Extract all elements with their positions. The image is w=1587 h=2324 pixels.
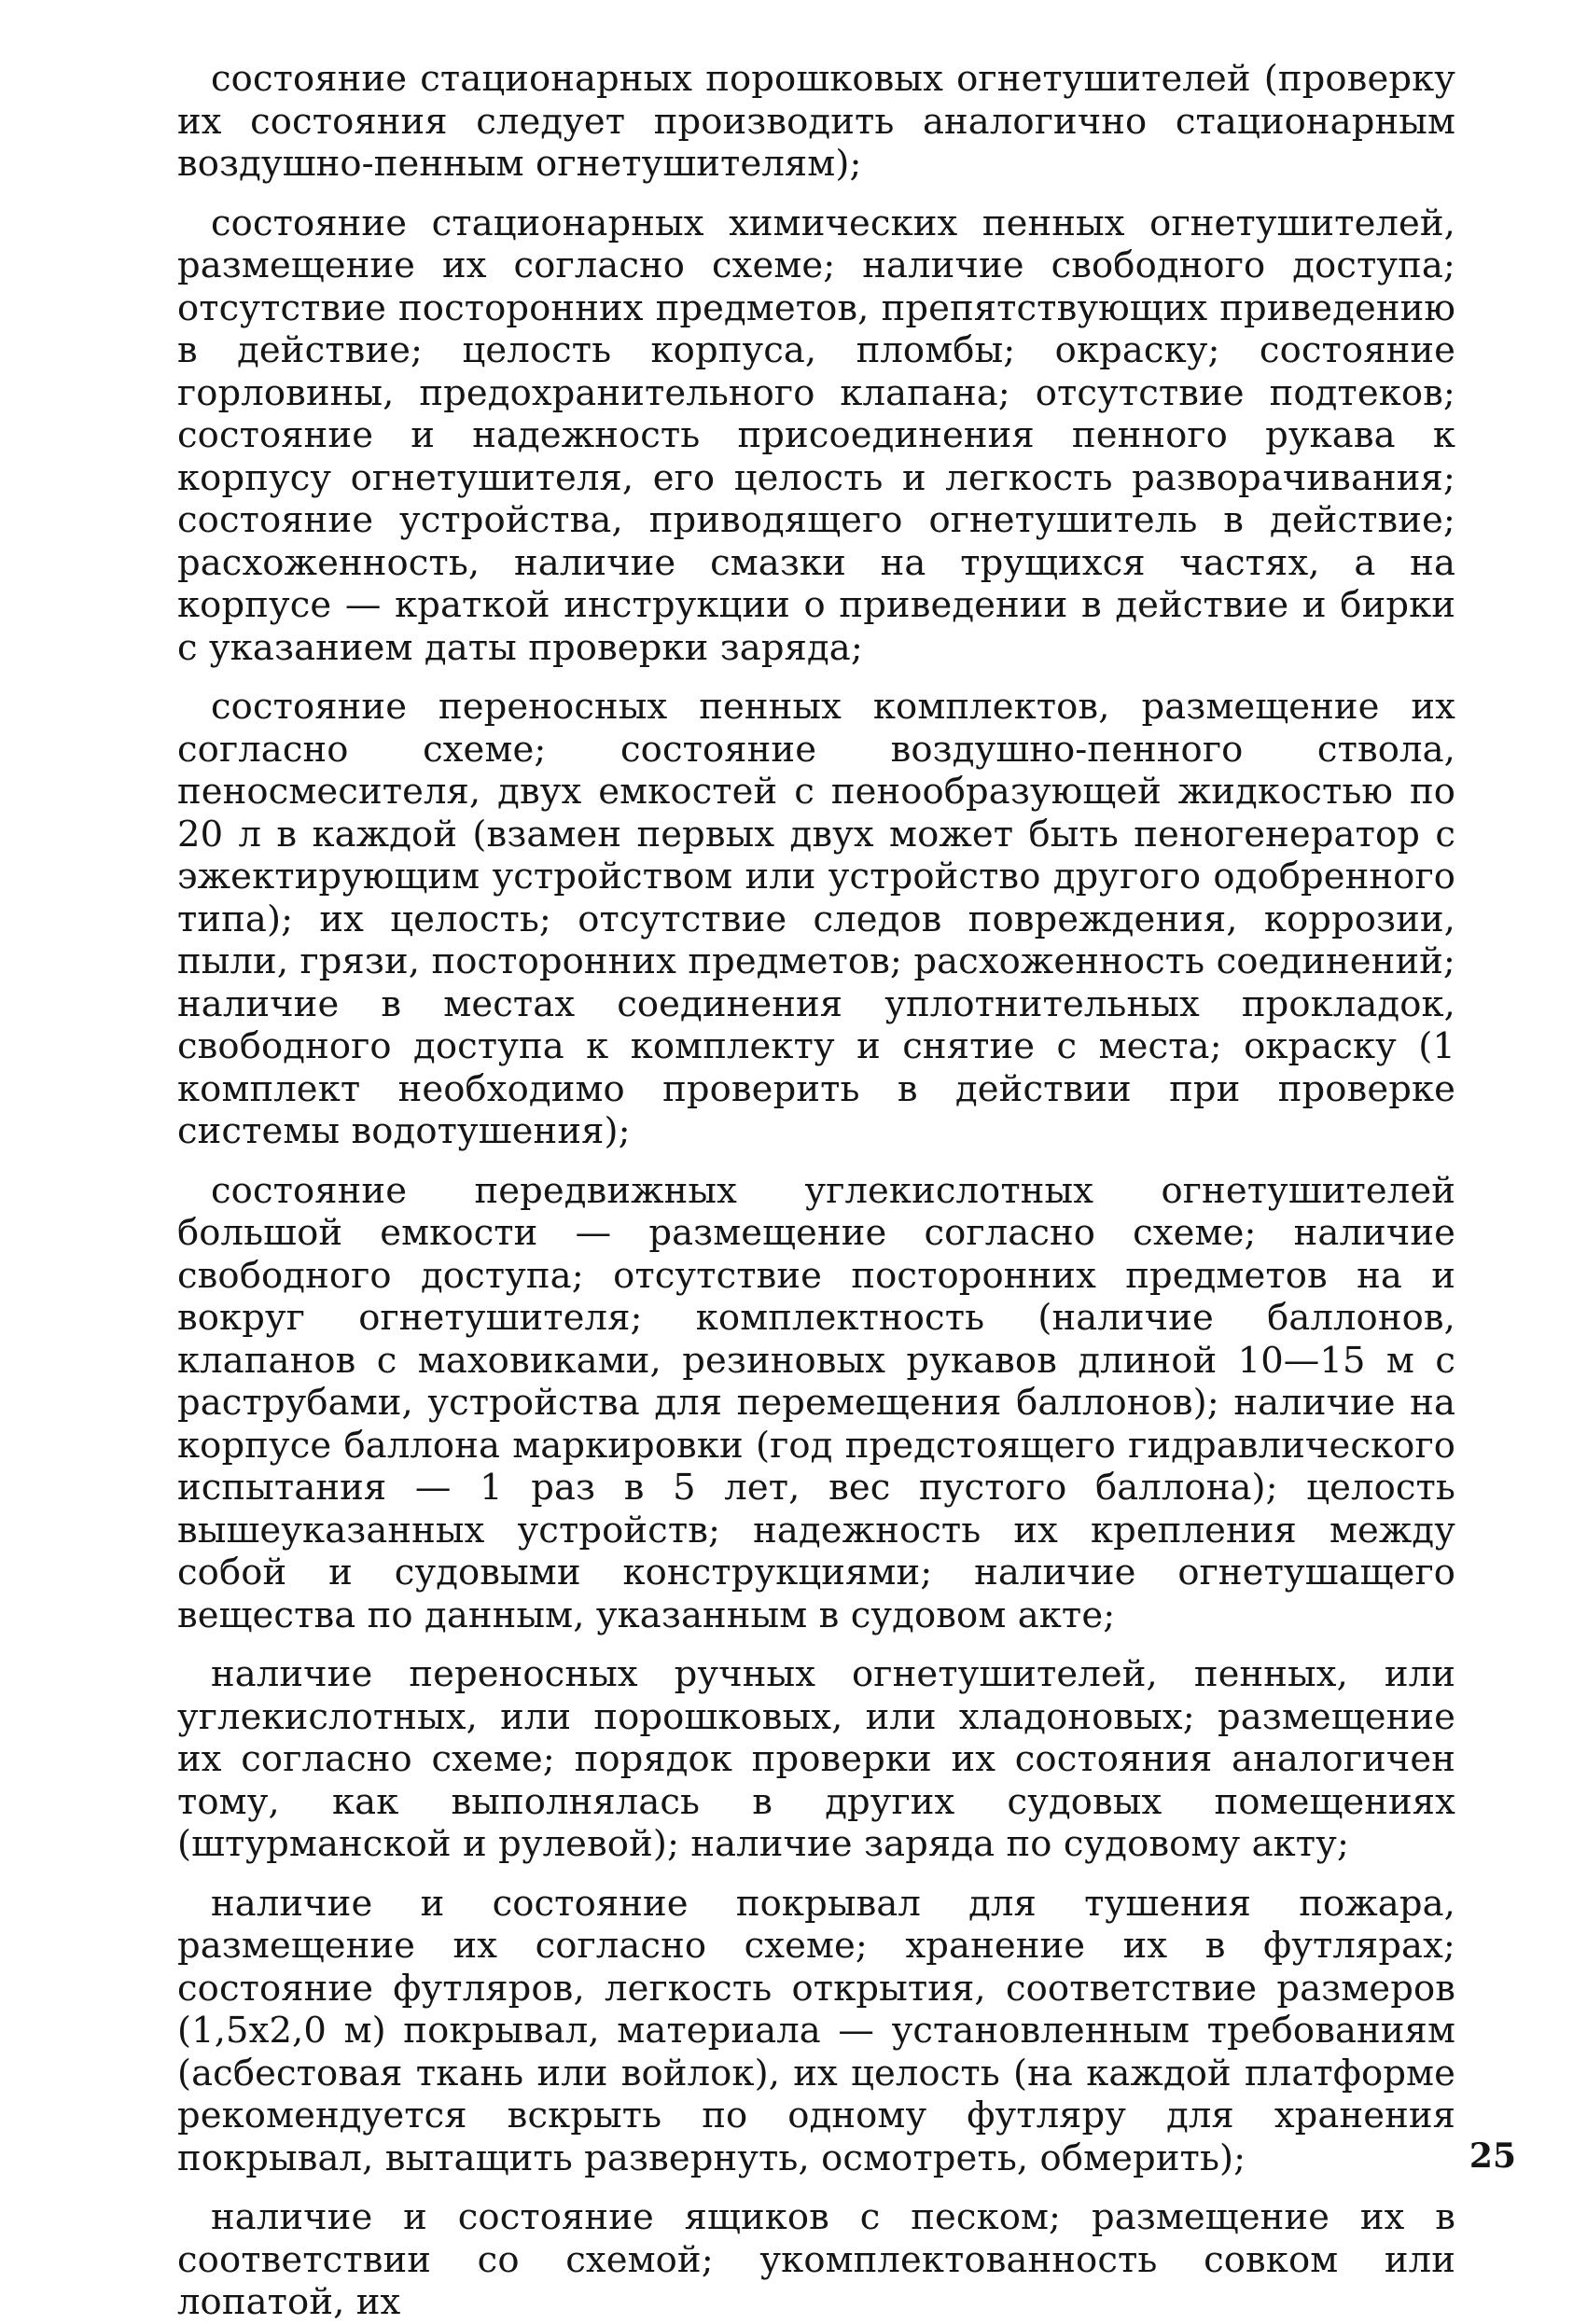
page-body [177, 58, 1455, 2323]
paragraph-handheld-extinguishers: наличие переносных ручных огнетушителей, пенных, или углекислотных, или порошковых, или хладоновых; размещение их согласно схеме; порядок проверки их состояния аналогичен тому, как выполнялась в других судовых помещениях (штурманской и рулевой); наличие заряда по судовому акту; [177, 1653, 1455, 1865]
paragraph-fire-blankets: наличие и состояние покрывал для тушения пожара, размещение их согласно схеме; хранение их в футлярах; состояние футляров, легкость открытия, соответствие размеров (1,5x2,0 м) покрывал, материала — установленным требованиям (асбестовая ткань или войлок), их целость (на каждой платформе рекомендуется вскрыть по одному футляру для хранения покрывал, вытащить развернуть, осмотреть, обмерить); [177, 1882, 1455, 2179]
page-number: 25 [1469, 2136, 1516, 2176]
paragraph-powder-extinguishers: состояние стационарных порошковых огнетушителей (проверку их состояния следует производить аналогично стационарным воздушно-пенным огнетушителям); [177, 58, 1455, 185]
paragraph-portable-foam-kits: состояние переносных пенных комплектов, размещение их согласно схеме; состояние воздушно-пенного ствола, пеносмесителя, двух емкостей с пенообразующей жидкостью по 20 л в каждой (взамен первых двух может быть пеногенератор с эжектирующим устройством или устройство другого одобренного типа); их целость; отсутствие следов повреждения, коррозии, пыли, грязи, посторонних предметов; расхоженность соединений; наличие в местах соединения уплотнительных прокладок, свободного доступа к комплекту и снятие с места; окраску (1 комплект необходимо проверить в действии при проверке системы водотушения); [177, 686, 1455, 1152]
paragraph-co2-extinguishers: состояние передвижных углекислотных огнетушителей большой емкости — размещение согласно схеме; наличие свободного доступа; отсутствие посторонних предметов на и вокруг огнетушителя; комплектность (наличие баллонов, клапанов с маховиками, резиновых рукавов длиной 10—15 м с раструбами, устройства для перемещения баллонов); наличие на корпусе баллона маркировки (год предстоящего гидравлического испытания — 1 раз в 5 лет, вес пустого баллона); целость вышеуказанных устройств; надежность их крепления между собой и судовыми конструкциями; наличие огнетушащего вещества по данным, указанным в судовом акте; [177, 1169, 1455, 1636]
paragraph-chemical-foam-extinguishers: состояние стационарных химических пенных огнетушителей, размещение их согласно схеме; наличие свободного доступа; отсутствие посторонних предметов, препятствующих приведению в действие; целость корпуса, пломбы; окраску; состояние горловины, предохранительного клапана; отсутствие подтеков; состояние и надежность присоединения пенного рукава к корпусу огнетушителя, его целость и легкость разворачивания; состояние устройства, приводящего огнетушитель в действие; расхоженность, наличие смазки на трущихся частях, а на корпусе — краткой инструкции о приведении в действие и бирки с указанием даты проверки заряда; [177, 202, 1455, 669]
paragraph-sand-boxes: наличие и состояние ящиков с песком; размещение их в соответствии со схемой; укомплектованность совком или лопатой, их [177, 2196, 1455, 2323]
